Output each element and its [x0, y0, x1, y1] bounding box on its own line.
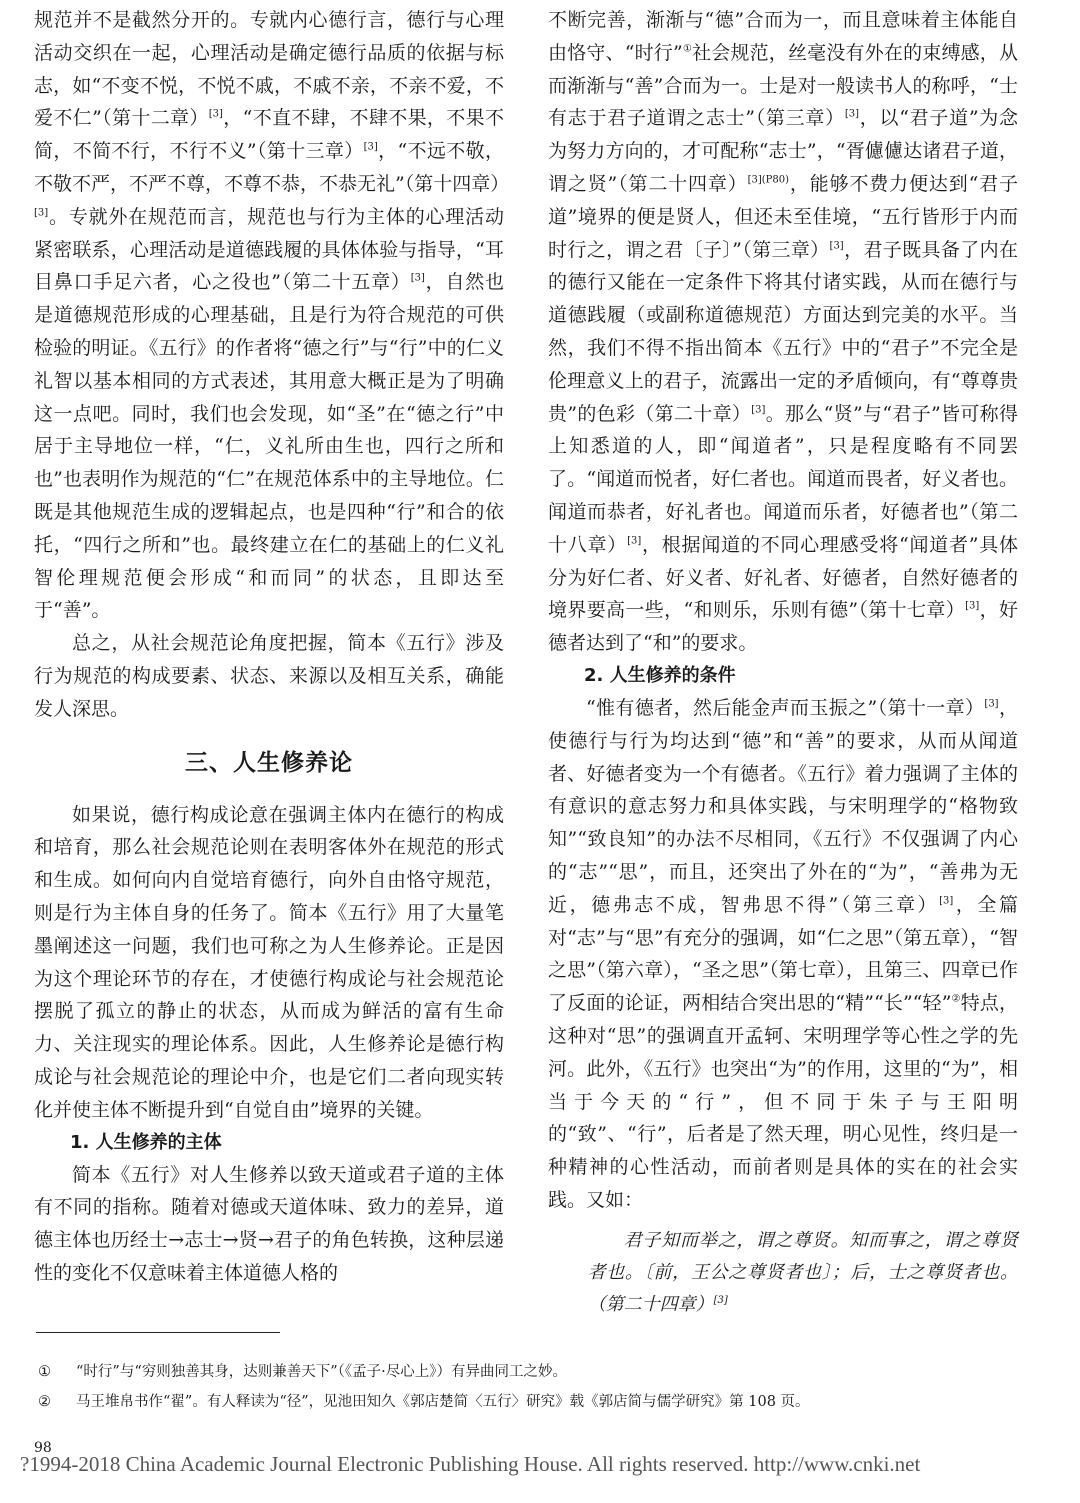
text-run: “惟有德者，然后能金声而玉振之”（第十一章）	[586, 696, 985, 719]
text-run: 简本《五行》对人生修养以致天道或君子道的主体有不同的指称。随着对德或天道体味、致力的差异，道德主体也历经士→志士→贤→君子的角色转换，这种层递性的变化不仅意味着主体道德人格的	[34, 1163, 504, 1284]
text-run: 规范并不是截然分开的。专就内心德行言，德行与心理活动交织在一起，心理活动是确定德行品质的依据与标志，如“不变不悦，不悦不戚，不戚不亲，不亲不爱，不爱不仁”（第十二章）	[34, 9, 504, 130]
text-run: ，“不直不肆，不肆不果，不果不简，不简不行，不行不义”（第十三章）	[34, 107, 505, 163]
text-run: ，能够不费力便达到“君子道”境界的便是贤人，但还未至佳境，“五行皆形于内而时行之，谓之君〔子〕”（第三章）	[548, 172, 1018, 261]
text-run: 社会规范，丝毫没有外在的束缚感，从而渐渐与“善”合而为一。士是对一般读书人的称呼，“士有志于君子道谓之志士”（第三章）	[548, 41, 1018, 130]
copyright-watermark: ?1994-2018 China Academic Journal Electronic Publishing House. All rights reserved. http://www.cnki.net	[20, 1452, 921, 1476]
citation-ref: [3]	[965, 601, 980, 613]
subsection-title-1: 1. 人生修养的主体	[70, 1131, 222, 1153]
text-run: ，使德行与行为均达到“德”和“善”的要求，从而从闻道者、好德者变为一个有德者。《五行》着力强调了主体的有意识的意志努力和具体实践，与宋明理学的“格物致知”“致良知”的办法不尽相同，《五行》不仅强调了内心的“志”“思”，而且，还突出了外在的“为”，“善弗为无近，德弗志不成，智弗思不得”（第三章）	[548, 696, 1018, 916]
text-run: ，根据闻道的不同心理感受将“闻道者”具体分为好仁者、好义者、好礼者、好德者，自然好德者的境界要高一些，“和则乐，乐则有德”（第十七章）	[548, 533, 1018, 622]
citation-ref: [3]	[208, 109, 223, 121]
footnote-divider	[36, 1332, 280, 1333]
left-paragraph-4	[34, 1159, 504, 1290]
left-paragraph-3	[34, 799, 504, 1127]
section-title: 三、人生修养论	[185, 749, 353, 776]
citation-ref: ①	[682, 43, 693, 55]
text-run: 如果说，德行构成论意在强调主体内在德行的构成和培育，那么社会规范论则在表明客体外在规范的形式和生成。如何向内自觉培育德行，向外自由恪守规范，则是行为主体自身的任务了。简本《五行》用了大量笔墨阐述这一问题，我们也可称之为人生修养论。正是因为这个理论环节的存在，才使德行构成论与社会规范论摆脱了孤立的静止的状态，从而成为鲜活的富有生命力、关注现实的理论体系。因此，人生修养论是德行构成论与社会规范论的理论中介，也是它们二者向现实转化并使主体不断提升到“自觉自由”境界的关键。	[34, 803, 504, 1121]
text-run: ，自然也是道德规范形成的心理基础，且是行为符合规范的可供检验的明证。《五行》的作者将“德之行”与“行”中的仁义礼智以基本相同的方式表述，其用意大概正是为了明确这一点吧。同时，我们也会发现，如“圣”在“德之行”中居于主导地位一样，“仁，义礼所由生也，四行之所和也”也表明作为规范的“仁”在规范体系中的主导地位。仁既是其他规范生成的逻辑起点，也是四种“行”和合的依托，“四行之所和”也。最终建立在仁的基础上的仁义礼智伦理规范便会形成“和而同”的状态，且即达至于“善”。	[34, 271, 504, 622]
text-run: ，君子既具备了内在的德行又能在一定条件下将其付诸实践，从而在德行与道德践履（或副称道德规范）方面达到完美的水平。当然，我们不得不指出简本《五行》中的“君子”不完全是伦理意义上的君子，流露出一定的矛盾倾向，有“尊尊贵贵”的色彩（第二十章）	[548, 238, 1018, 425]
footnote-1	[38, 1362, 1026, 1382]
citation-ref: [3]	[627, 535, 642, 547]
text-run: 。那么“贤”与“君子”皆可称得上知悉道的人，即“闻道者”，只是程度略有不同罢了。“闻道而悦者，好仁者也。闻道而畏者，好义者也。闻道而恭者，好礼者也。闻道而乐者，好德者也”（第二十八章）	[548, 402, 1019, 556]
text-run: 。专就外在规范而言，规范也与行为主体的心理活动紧密联系，心理活动是道德践履的具体体验与指导，“耳目鼻口手足六者，心之役也”（第二十五章）	[34, 205, 504, 294]
citation-ref: [3]	[410, 273, 425, 285]
citation-ref: [3]	[939, 895, 954, 907]
citation-ref: [3]	[713, 1294, 728, 1306]
page-number: 98	[34, 1440, 52, 1456]
footnote-2	[38, 1392, 1026, 1412]
text-run: 特点，这种对“思”的强调直开孟轲、宋明理学等心性之学的先河。此外，《五行》也突出“为”的作用，这里的“为”，相当于今天的“行”，但不同于朱子与王阳明的“致”、“行”，后者是了然天理，明心见性，终归是一种精神的心性活动，而前者则是具体的实在的社会实践。又如：	[548, 992, 1018, 1211]
citation-ref: [3]	[829, 240, 844, 252]
footnote-1-text: “时行”与“穷则独善其身，达则兼善天下”（《孟子·尽心上》）有异曲同工之妙。	[76, 1364, 568, 1380]
text-run: 不断完善，渐渐与“德”合而为一，而且意味着主体能自由恪守、“时行”	[548, 9, 1018, 64]
citation-ref: [3]	[34, 207, 49, 219]
text-run: 君子知而举之，谓之尊贤。知而事之，谓之尊贤者也。〔前，王公之尊贤者也〕；后，士之尊贤者也。（第二十四章）	[587, 1229, 1018, 1315]
footnote-1-mark: ①	[38, 1364, 51, 1380]
left-paragraph-1	[34, 4, 510, 627]
left-paragraph-2	[34, 627, 504, 725]
text-run: 总之，从社会规范论角度把握，简本《五行》涉及行为规范的构成要素、状态、来源以及相互关系，确能发人深思。	[34, 632, 504, 720]
block-quote	[548, 1225, 1018, 1321]
text-run: ，全篇对“志”与“思”有充分的强调，如“仁之思”（第五章），“智之思”（第六章），“圣之思”（第七章），且第三、四章已作了反面的论证，两相结合突出思的“精”“长”“轻”	[548, 893, 1018, 1015]
subsection-title-2: 2. 人生修养的条件	[584, 664, 736, 686]
citation-ref: [3](P80)	[747, 174, 790, 186]
right-paragraph-2	[548, 692, 1018, 1217]
footnote-2-text: 马王堆帛书作“翟”。有人释读为“径”，见池田知久《郭店楚简〈五行〉研究》载《郭店简与儒学研究》第 108 页。	[76, 1394, 810, 1410]
citation-ref: [3]	[984, 698, 999, 710]
text-run: ，“不远不敬，不敬不严，不严不尊，不尊不恭，不恭无礼”（第十四章）	[34, 140, 510, 195]
text-run: ，好德者达到了“和”的要求。	[548, 599, 1018, 655]
text-run: ，以“君子道”为念为努力方向的，才可配称“志士”，“胥儢儢达诸君子道，谓之贤”（第二十四章）	[548, 107, 1019, 195]
right-column	[548, 4, 1018, 1321]
citation-ref: [3]	[751, 404, 766, 416]
footnote-2-mark: ②	[38, 1394, 51, 1410]
left-column	[34, 4, 510, 1290]
citation-ref: ②	[951, 993, 961, 1005]
citation-ref: [3]	[363, 141, 378, 153]
right-paragraph-1	[548, 4, 1018, 660]
citation-ref: [3]	[844, 109, 860, 121]
